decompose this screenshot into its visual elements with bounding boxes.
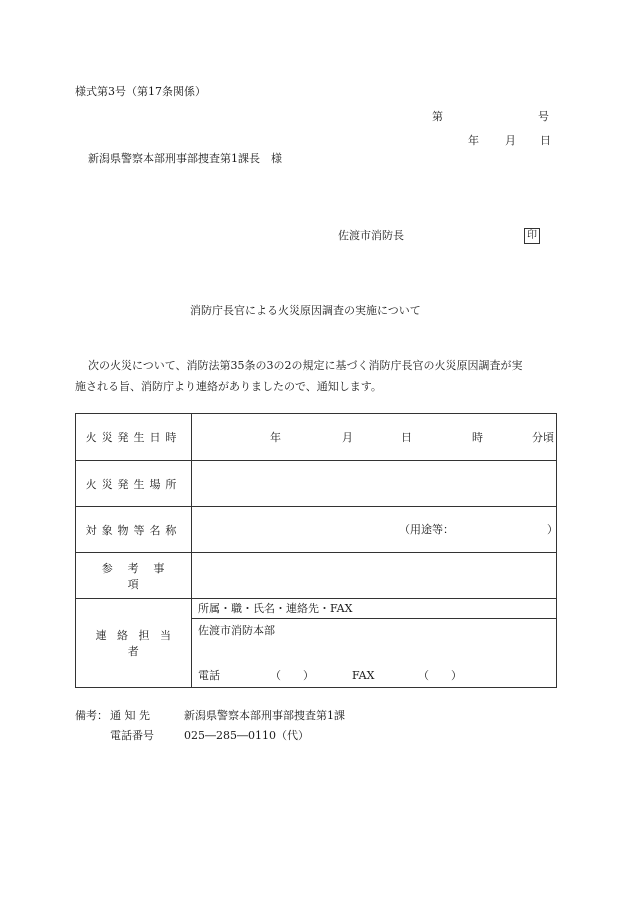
datetime-month: 月 [342,431,353,444]
contact-tel-label: 電話 [198,669,220,682]
date-month: 月 [505,134,516,147]
date-day: 日 [540,134,551,147]
datetime-minute: 分頃 [532,431,554,444]
value-fire-datetime [192,414,557,461]
contact-org: 佐渡市消防本部 [198,624,275,637]
datetime-year: 年 [270,431,281,444]
remarks-notify-value: 新潟県警察本部刑事部捜査第1課 [184,709,345,722]
value-fire-location [192,461,557,507]
contact-fax-label: FAX [352,669,375,682]
table-row-target-name [76,507,557,553]
table-row-fire-datetime [76,414,557,461]
table-row-fire-location [76,461,557,507]
doc-number-suffix: 号 [538,110,549,123]
datetime-day: 日 [401,431,412,444]
contact-fax-paren: （ ） [418,669,462,682]
value-contact [192,599,557,688]
table-row-contact [76,599,557,688]
datetime-hour: 時 [472,431,483,444]
form-number: 様式第3号（第17条関係） [75,85,206,98]
label-reference: 参考事項 [76,553,192,599]
usage-open: （用途等： [399,523,454,536]
recipient: 新潟県警察本部刑事部捜査第1課長 様 [88,152,282,165]
date-year: 年 [468,134,479,147]
body-text-line-2: 施される旨、消防庁より連絡がありましたので、通知します。 [75,380,382,393]
contact-tel-paren: （ ） [270,669,314,682]
document-title: 消防庁長官による火災原因調査の実施について [190,304,421,317]
label-target-name: 対象物等名称 [76,507,192,553]
seal-stamp: 印 [524,228,540,244]
label-fire-location: 火災発生場所 [76,461,192,507]
label-fire-datetime: 火災発生日時 [76,414,192,461]
remarks-tel-value: 025―285―0110（代） [184,729,309,742]
contact-header: 所属・職・氏名・連絡先・FAX [198,602,353,615]
sender: 佐渡市消防長 [338,229,404,242]
usage-close: ） [547,523,558,536]
fire-report-table [75,413,557,688]
remarks-notify-label: 通 知 先 [110,709,150,722]
value-target-name [192,507,557,553]
value-reference [192,553,557,599]
label-contact: 連絡担当者 [76,599,192,688]
remarks-label: 備考： [75,709,108,722]
table-row-reference [76,553,557,599]
doc-number-prefix: 第 [432,110,443,123]
remarks-tel-label: 電話番号 [110,729,154,742]
body-text-line-1: 次の火災について、消防法第35条の3の2の規定に基づく消防庁長官の火災原因調査が実 [88,359,523,372]
